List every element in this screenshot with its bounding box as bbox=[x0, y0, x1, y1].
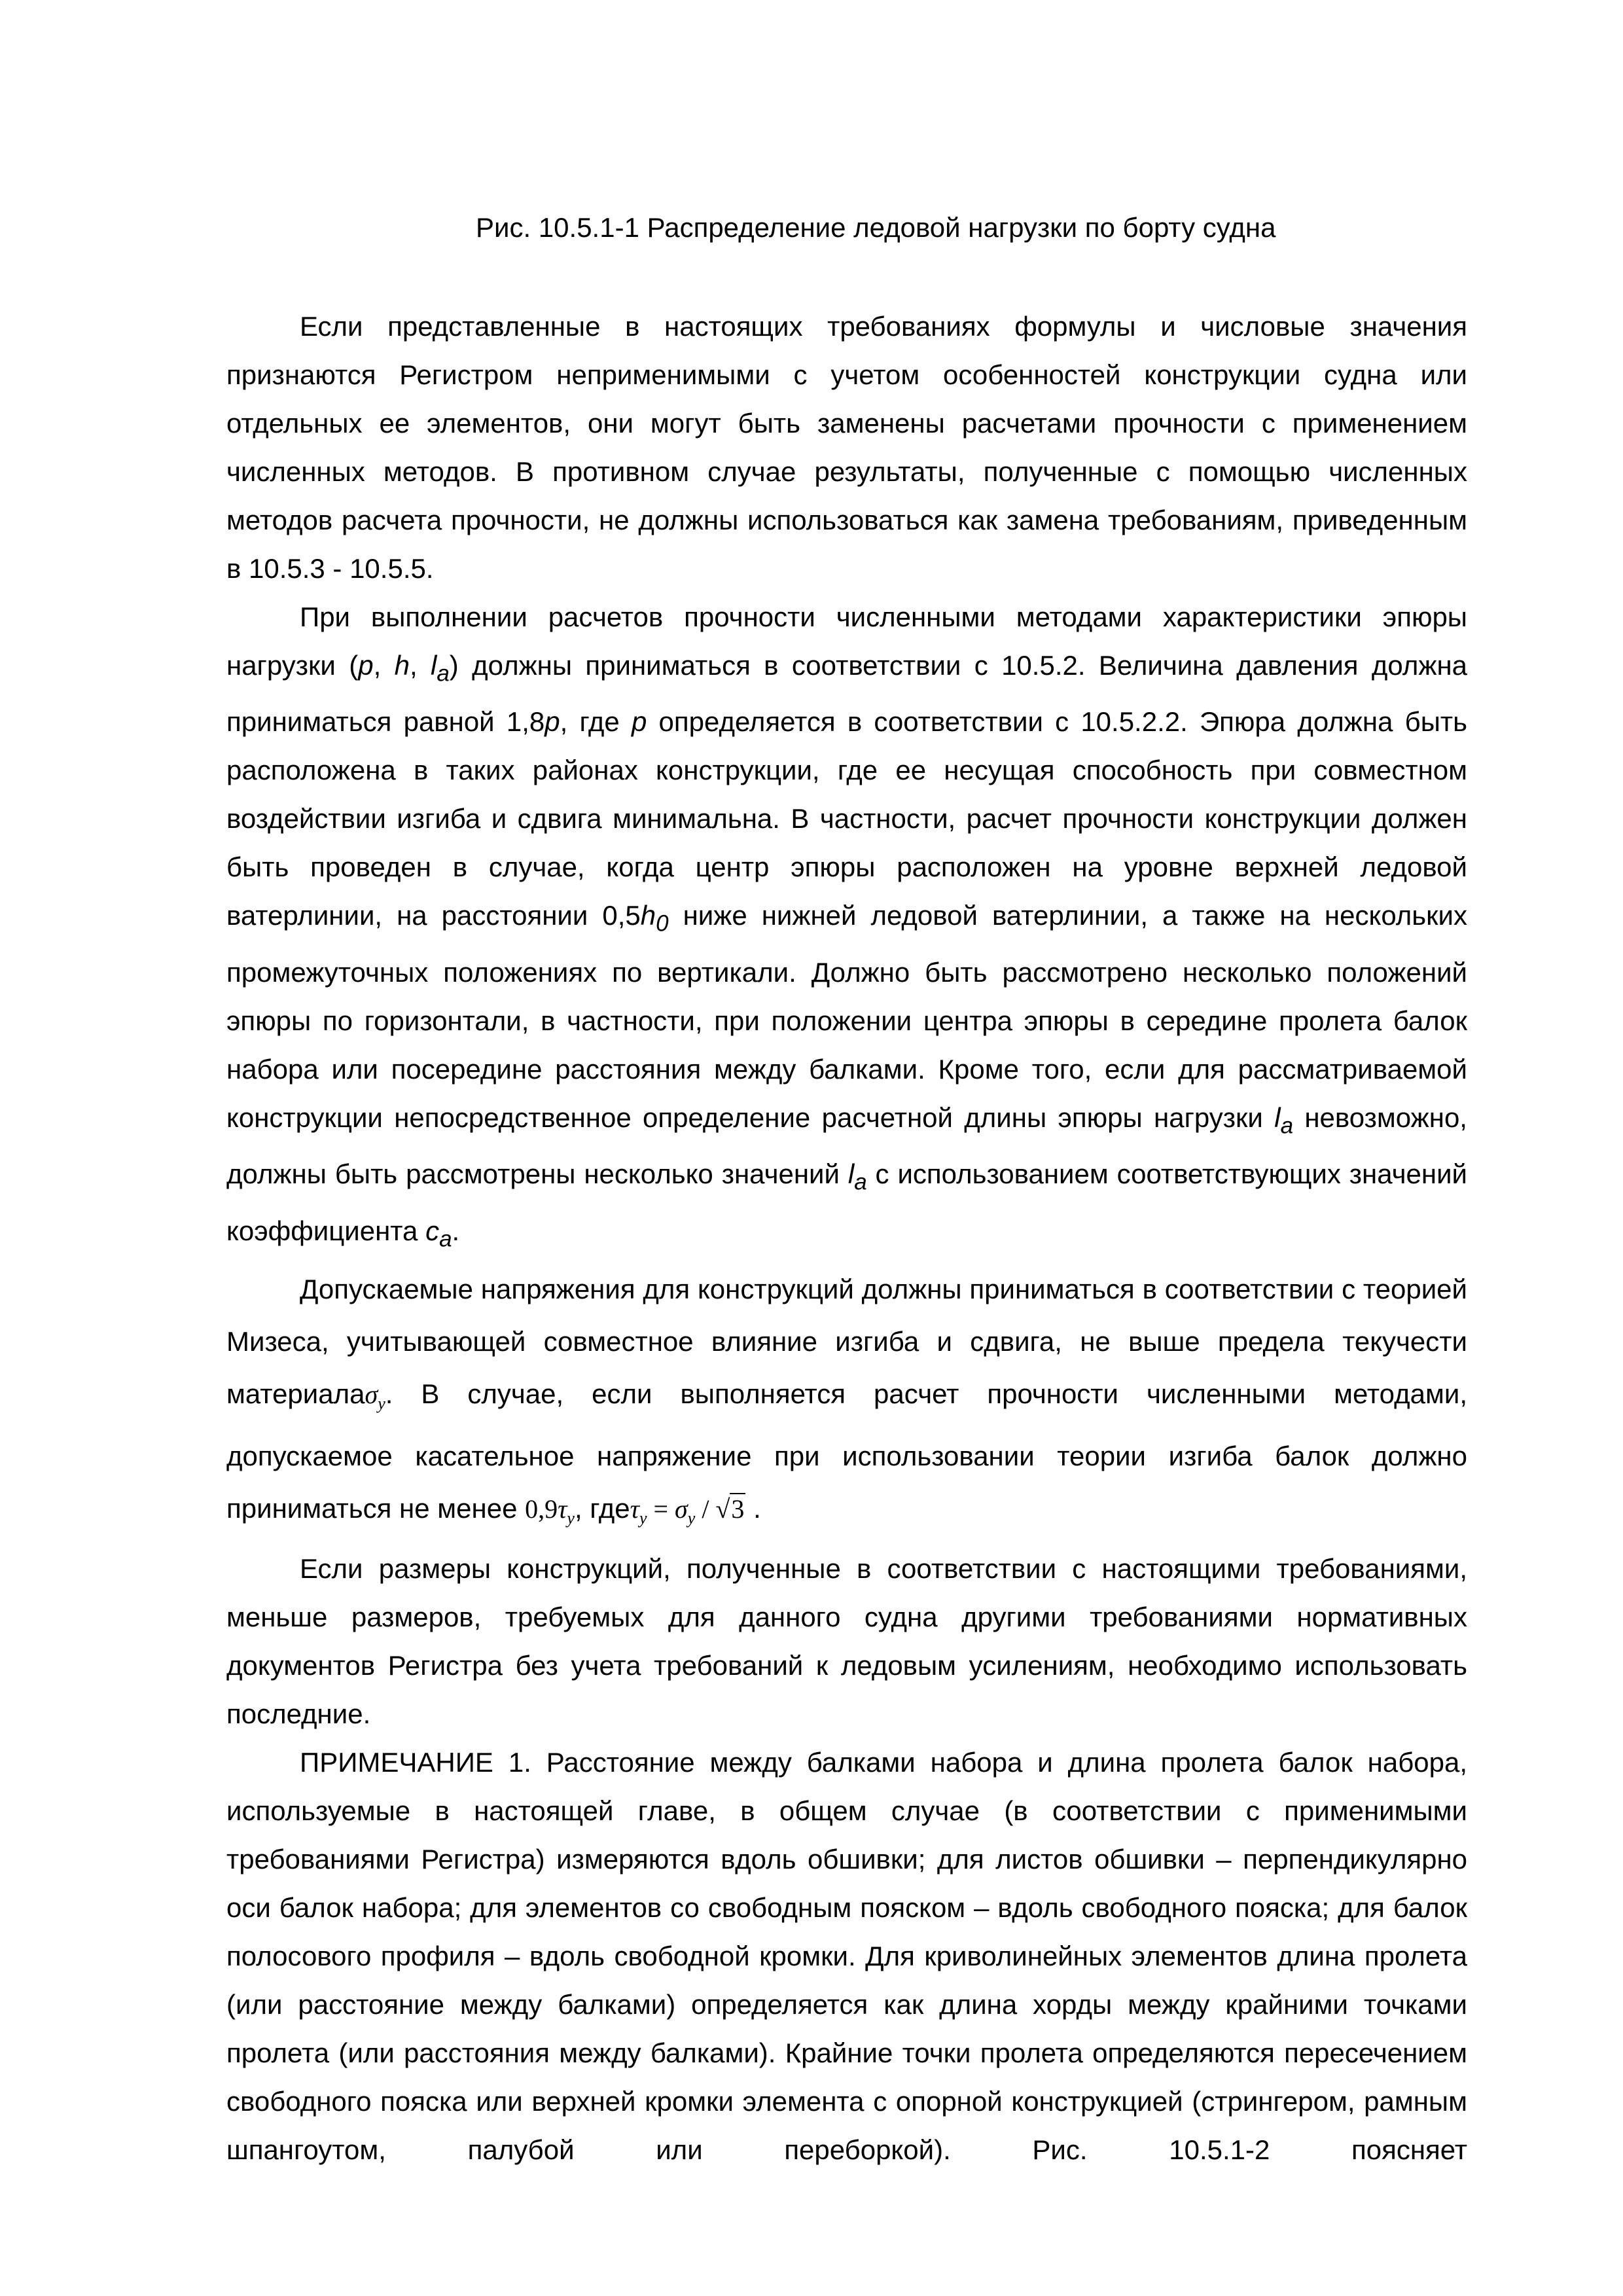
paragraph-4: Если размеры конструкций, полученные в соответствии с настоящими требованиями, меньше размеров, требуемых для данного судна другими требованиями нормативных документов Регистра без учета требований к ледовым усилениям, необходимо использовать последние. bbox=[226, 1552, 1467, 1729]
paragraph-note-1: ПРИМЕЧАНИЕ 1. Расстояние между балками набора и длина пролета балок набора, используемые в настоящей главе, в общем случае (в соответствии с применимыми требованиями Регистра) измеряются вдоль обшивки; для листов обшивки – перпендикулярно оси балок набора; для элементов со свободным пояском – вдоль свободного пояска; для балок полосового профиля – вдоль свободной кромки. Для криволинейных элементов длина пролета (или расстояние между балками) определяется как длина хорды между крайними точками пролета (или расстояния между балками). Крайние точки пролета определяются пересечением свободного пояска или верхней кромки элемента с опорной конструкцией (стрингером, рамным шпангоутом, палубой или переборкой). Рис. 10.5.1-2 поясняет bbox=[226, 1746, 1467, 2165]
formula-0-9-tau-y: $0,9\tau_y$ bbox=[525, 1494, 575, 1528]
body-text bbox=[226, 302, 1467, 2174]
paragraph-1: Если представленные в настоящих требованиях формулы и числовые значения признаются Регистром неприменимыми с учетом особенностей конструкции судна или отдельных ее элементов, они могут быть заменены расчетами прочности с применением численных методов. В противном случае результаты, полученные с помощью численных методов расчета прочности, не должны использоваться как замена требованиям, приведенным в 10.5.3 - 10.5.5. bbox=[226, 311, 1467, 584]
formula-sigma-y: $\sigma_y$ bbox=[365, 1379, 385, 1413]
paragraph-2: При выполнении расчетов прочности численными методами характеристики эпюры нагрузки (p, h, $l_a$) должны приниматься в соответствии с 10.5.2. Величина давления должна приниматься равной 1,8p, где p определяется в соответствии с 10.5.2.2. Эпюра должна быть расположена в таких районах конструкции, где ее несущая способность при совместном воздействии изгиба и сдвига минимальна. В частности, расчет прочности конструкции должен быть проведен в случае, когда центр эпюры расположен на уровне верхней ледовой ватерлинии, на расстоянии $0,5h_0$ ниже нижней ледовой ватерлинии, а также на нескольких промежуточных положениях по вертикали. Должно быть рассмотрено несколько положений эпюры по горизонтали, в частности, при положении центра эпюры в середине пролета балок набора или посередине расстояния между балками. Кроме того, если для рассматриваемой конструкции непосредственное определение расчетной длины эпюры нагрузки $l_a$ невозможно, должны быть рассмотрены несколько значений $l_a$ с использованием соответствующих значений коэффициента $c_a$. bbox=[226, 601, 1468, 1251]
formula-tau-y-definition: $\tau_y = \sigma_y / √3$ bbox=[630, 1494, 745, 1528]
paragraph-3: Допускаемые напряжения для конструкций должны приниматься в соответствии с теорией Мизеса, учитывающей совместное влияние изгиба и сдвига, не выше предела текучести материалаσ$_y$. В случае, если выполняется расчет прочности численными методами, допускаемое касательное напряжение при использовании теории изгиба балок должно приниматься не менее $0,9\tau_y$, $где\tau_y = \sigma_y / √3$ . bbox=[226, 1273, 1467, 1528]
figure-caption: Рис. 10.5.1-1 Распределение ледовой нагрузки по борту судна bbox=[476, 212, 1276, 243]
